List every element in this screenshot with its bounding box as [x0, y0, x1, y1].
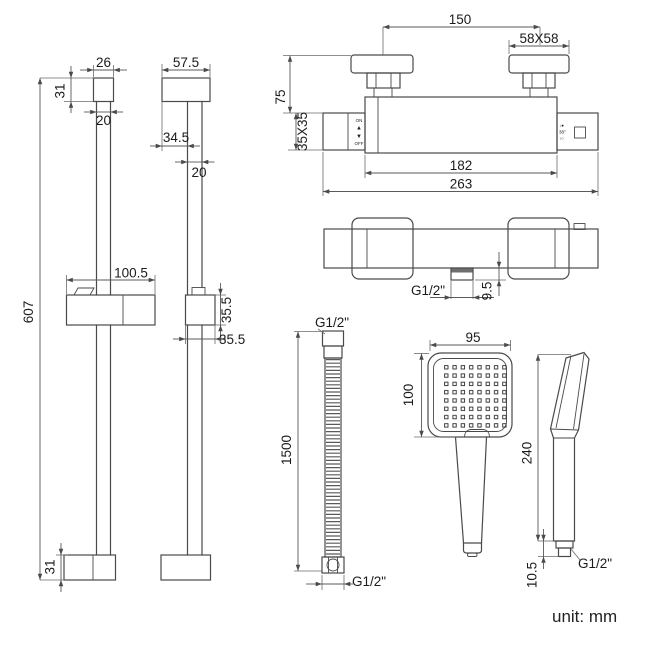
dim-face-height: 100 [401, 383, 416, 407]
dim-fitting-height: 10.5 [524, 561, 540, 589]
slide-rail-side-view [150, 55, 245, 580]
dim-handset-thread: G1/2" [578, 556, 613, 571]
dim-holder-width: 100.5 [114, 265, 148, 281]
dim-hose-length: 1500 [279, 434, 294, 466]
dim-overall-length: 263 [449, 176, 473, 192]
safety-button [575, 127, 586, 138]
dim-inlet-spacing: 150 [448, 12, 472, 27]
dim-end-cap-size: 35X35 [295, 111, 310, 152]
dim-outlet-thread: G1/2" [411, 283, 446, 298]
unit-note: unit: mm [552, 607, 618, 626]
dim-rail-bottom-cap-height: 31 [42, 559, 58, 575]
dim-holder-height: 35.5 [219, 296, 234, 324]
left-plate-outline [352, 218, 413, 279]
off-label: OFF [354, 141, 364, 146]
handle-base-cap [464, 543, 482, 553]
on-arrow-icon: ▲ [356, 125, 362, 132]
left-inlet-nut [367, 73, 400, 88]
dim-hose-bottom-thread: G1/2" [352, 574, 387, 589]
nozzle-grid [444, 365, 508, 429]
slide-rail-front-view [21, 55, 155, 592]
dim-rail-top-width: 26 [95, 55, 112, 70]
holder-side-clip [192, 288, 205, 296]
temp-mark-bottom: ↑○ [559, 136, 564, 141]
rail-slider-holder [67, 295, 156, 325]
rail-side-bottom-bracket [161, 555, 211, 580]
rail-bottom-bracket [64, 555, 116, 580]
holder-release-clip [74, 288, 94, 295]
temp-mark-mid: 38° [559, 129, 566, 135]
rail-side-holder [186, 295, 216, 325]
dim-rail-tube-depth: 20 [191, 165, 207, 180]
right-inlet-nut [523, 73, 555, 88]
handset-side-outline [551, 353, 590, 542]
mixer-valve-front-view [273, 12, 598, 196]
dim-escutcheon-size: 58X58 [519, 31, 559, 46]
handset-front-view [401, 330, 512, 557]
temp-mark-top: ↓● [559, 123, 564, 128]
rail-top-bracket [94, 78, 114, 102]
right-escutcheon [509, 55, 569, 73]
dim-rail-overall-height: 607 [21, 300, 36, 324]
dim-body-length: 182 [449, 158, 473, 173]
off-arrow-icon: ▼ [356, 134, 362, 140]
dim-rail-top-depth: 57.5 [172, 55, 200, 70]
valve-body [365, 97, 557, 153]
valve-body-top [324, 229, 598, 268]
on-label: ON [355, 118, 363, 123]
hose-top-fitting [323, 331, 344, 346]
dim-rail-top-cap-height: 31 [52, 83, 68, 99]
dim-inlet-height: 75 [273, 89, 288, 105]
handset-side-view [520, 353, 613, 589]
dim-face-width: 95 [465, 330, 481, 345]
dim-holder-depth: 35.5 [219, 332, 246, 347]
dim-handset-height: 240 [519, 441, 535, 465]
right-plate-outline [508, 218, 569, 279]
dim-rail-wall-offset: 34.5 [162, 130, 190, 145]
handset-fitting-thread [559, 548, 571, 557]
left-escutcheon [351, 55, 413, 73]
mixer-valve-bottom-view [324, 218, 598, 300]
handle-neck-joint [465, 430, 490, 438]
handset-fitting-collar [556, 541, 573, 548]
dim-hose-top-thread: G1/2" [315, 315, 350, 330]
dim-outlet-drop: 9.5 [479, 281, 495, 301]
shower-hose-drawing [279, 315, 386, 590]
dim-rail-tube-width: 20 [95, 113, 112, 128]
rail-side-top-bracket [162, 78, 210, 102]
